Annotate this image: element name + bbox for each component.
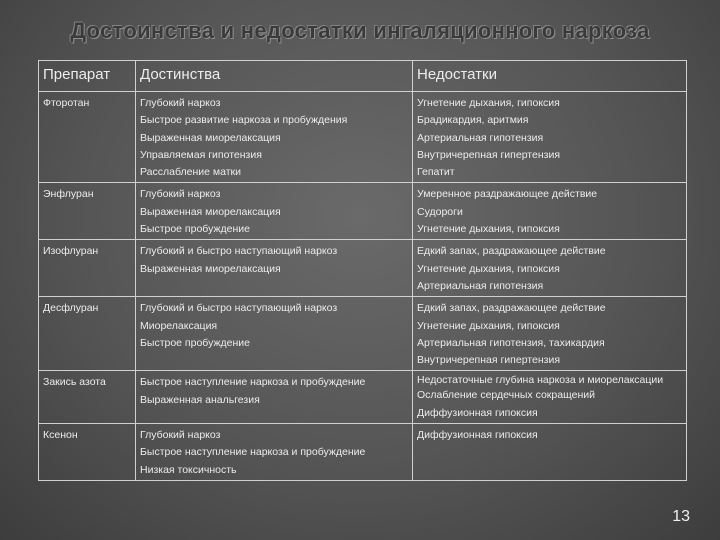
- drug-name-cell: Изофлуран: [39, 240, 136, 297]
- slide-title: Достоинства и недостатки ингаляционного наркоза: [70, 18, 650, 43]
- cons-cell: [413, 371, 687, 424]
- advantage-item: Выраженная миорелаксация: [140, 131, 281, 144]
- disadvantage-item: Диффузионная гипоксия: [417, 429, 538, 442]
- disadvantage-item: Угнетение дыхания, гипоксия: [417, 223, 560, 236]
- pros-cell: [136, 371, 413, 424]
- comparison-table: [38, 60, 687, 481]
- advantage-item: Миорелаксация: [140, 319, 218, 332]
- header-pros: Достинства: [136, 61, 413, 92]
- disadvantage-item: Ослабление сердечных сокращений: [417, 389, 595, 402]
- disadvantage-item: Недостаточные глубина наркоза и миорелаксации: [417, 374, 664, 387]
- table-header-row: [39, 61, 687, 92]
- disadvantage-item: Угнетение дыхания, гипоксия: [417, 97, 560, 109]
- page-number: 13: [672, 508, 690, 525]
- pros-cell: [136, 183, 413, 240]
- cons-cell: [413, 183, 687, 240]
- disadvantage-item: Умеренное раздражающее действие: [417, 188, 598, 201]
- disadvantage-item: Артериальная гипотензия, тахикардия: [417, 336, 605, 349]
- drug-name-cell: Закись азота: [39, 371, 136, 424]
- pros-cell: [136, 92, 413, 183]
- pros-cell: [136, 424, 413, 481]
- disadvantage-item: Артериальная гипотензия: [417, 131, 544, 144]
- drug-name-cell: Десфлуран: [39, 297, 136, 371]
- table-row: [39, 371, 687, 424]
- advantage-item: Быстрое развитие наркоза и пробуждения: [140, 114, 348, 127]
- drug-name-cell: Фторотан: [39, 92, 136, 183]
- header-drug: Препарат: [39, 61, 136, 92]
- disadvantage-item: Диффузионная гипоксия: [417, 406, 538, 419]
- drug-name-cell: Энфлуран: [39, 183, 136, 240]
- disadvantage-item: Угнетение дыхания, гипоксия: [417, 262, 560, 275]
- advantage-item: Быстрое наступление наркоза и пробуждение: [140, 446, 366, 459]
- table-row: [39, 240, 687, 297]
- advantage-item: Выраженная миорелаксация: [140, 205, 281, 218]
- advantage-item: Быстрое наступление наркоза и пробуждение: [140, 376, 366, 389]
- disadvantage-item: Внутричерепная гипертензия: [417, 148, 561, 161]
- table-row: [39, 424, 687, 481]
- table-row: [39, 92, 687, 183]
- advantage-item: Выраженная анальгезия: [140, 393, 260, 406]
- drug-name-cell: Ксенон: [39, 424, 136, 481]
- pros-cell: [136, 240, 413, 297]
- disadvantage-item: Артериальная гипотензия: [417, 279, 544, 292]
- advantage-item: Расслабление матки: [140, 166, 241, 179]
- advantage-item: Глубокий наркоз: [140, 97, 221, 109]
- disadvantage-item: Внутричерепная гипертензия: [417, 354, 561, 367]
- cons-cell: [413, 424, 687, 481]
- cons-cell: [413, 92, 687, 183]
- advantage-item: Быстрое пробуждение: [140, 223, 250, 236]
- advantage-item: Низкая токсичность: [140, 463, 237, 476]
- pros-cell: [136, 297, 413, 371]
- disadvantage-item: Угнетение дыхания, гипоксия: [417, 319, 560, 332]
- disadvantage-item: Едкий запах, раздражающее действие: [417, 302, 606, 315]
- disadvantage-item: Едкий запах, раздражающее действие: [417, 245, 606, 258]
- header-cons: Недостатки: [413, 61, 687, 92]
- disadvantage-item: Судороги: [417, 205, 463, 218]
- advantage-item: Управляемая гипотензия: [140, 148, 262, 161]
- advantage-item: Глубокий наркоз: [140, 188, 221, 201]
- table-row: [39, 297, 687, 371]
- table-row: [39, 183, 687, 240]
- advantage-item: Глубокий и быстро наступающий наркоз: [140, 245, 338, 258]
- advantage-item: Глубокий и быстро наступающий наркоз: [140, 302, 338, 315]
- disadvantage-item: Гепатит: [417, 166, 455, 179]
- advantage-item: Выраженная миорелаксация: [140, 262, 281, 275]
- cons-cell: [413, 240, 687, 297]
- advantage-item: Глубокий наркоз: [140, 429, 221, 442]
- advantage-item: Быстрое пробуждение: [140, 336, 250, 349]
- disadvantage-item: Брадикардия, аритмия: [417, 114, 529, 127]
- cons-cell: [413, 297, 687, 371]
